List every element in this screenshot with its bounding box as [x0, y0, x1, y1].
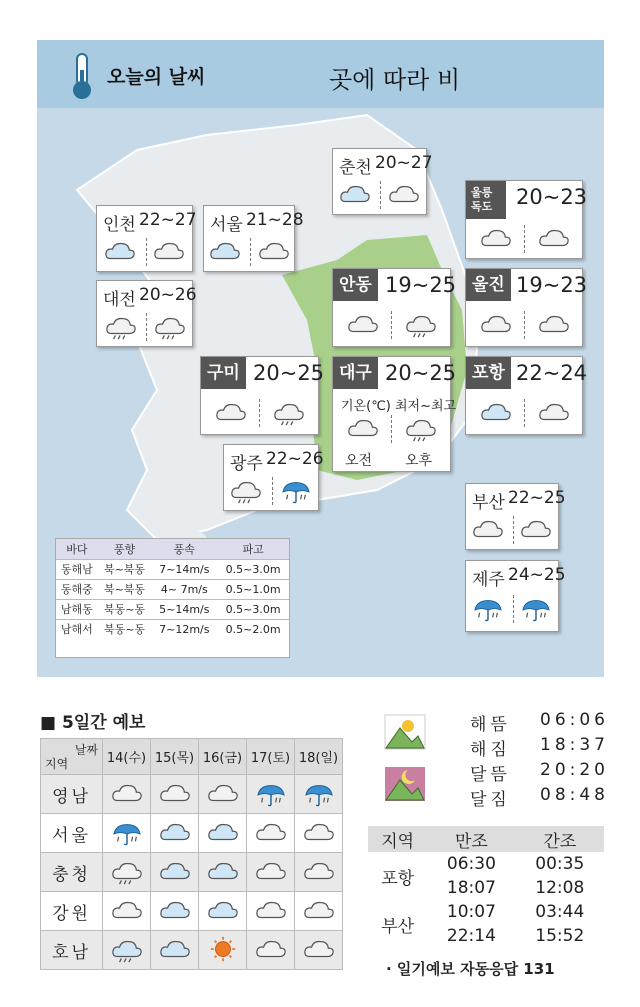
- cloudy-icon: [301, 936, 337, 964]
- city-name: 인천: [103, 215, 136, 235]
- footer-note: · 일기예보 자동응답 131: [386, 960, 555, 978]
- city-box-daejeon: [96, 280, 197, 347]
- legend-am: 오전: [345, 453, 373, 469]
- cloudy-icon: [253, 897, 289, 925]
- tide-low: 00:35: [535, 854, 585, 874]
- city-box-pohang: [465, 356, 588, 435]
- sunset-label: 해짐: [470, 740, 511, 760]
- sea-header: 풍향: [98, 539, 152, 559]
- sea-row: [56, 559, 289, 579]
- tide-row: [368, 852, 604, 876]
- sunset-time: 18:37: [540, 735, 609, 755]
- tide-region: 부산: [381, 916, 415, 937]
- shower-icon: [278, 477, 314, 505]
- cloudy-icon: [151, 238, 187, 266]
- day-header: 16(금): [199, 739, 247, 775]
- forecast-row: [41, 775, 343, 814]
- city-box-ulleung: [465, 180, 588, 259]
- five-day-forecast-table: [40, 738, 343, 970]
- city-tag: 대구: [333, 357, 378, 389]
- partly-cloudy-icon: [205, 897, 241, 925]
- city-range: 22~24: [516, 361, 588, 385]
- city-name: 부산: [472, 493, 505, 513]
- city-box-incheon: [96, 205, 197, 272]
- cloudy-icon: [253, 858, 289, 886]
- region-name: 서울: [41, 814, 103, 853]
- legend-pm: 오후: [405, 453, 433, 469]
- city-range: 22~26: [266, 449, 324, 469]
- sea-header: 풍속: [151, 539, 217, 559]
- rain-icon: [228, 477, 264, 505]
- legend-temp: 기온(℃) 최저~최고: [341, 399, 457, 414]
- shower-icon: [518, 595, 554, 623]
- forecast-row: [41, 853, 343, 892]
- cloudy-icon: [301, 858, 337, 886]
- sea-cell: 7~14m/s: [151, 559, 217, 579]
- region-name: 호남: [41, 931, 103, 970]
- sea-cell: 7~12m/s: [151, 619, 217, 639]
- sea-cell: 남해동: [56, 599, 98, 619]
- city-range: 19~23: [516, 273, 588, 297]
- city-range: 22~25: [508, 488, 566, 508]
- cloudy-icon: [253, 819, 289, 847]
- cloudy-icon: [109, 897, 145, 925]
- city-box-gumi: [200, 356, 325, 435]
- map-header: [37, 40, 604, 108]
- city-box-daegu: [332, 356, 457, 472]
- partly-cloudy-icon: [157, 936, 193, 964]
- city-range: 24~25: [508, 565, 566, 585]
- sea-row: [56, 579, 289, 599]
- city-range: 20~25: [385, 361, 457, 385]
- partly-cloudy-icon: [157, 819, 193, 847]
- sea-cell: 북~북동: [98, 559, 152, 579]
- city-range: 20~26: [139, 285, 197, 305]
- rain-icon: [403, 415, 439, 443]
- partly-cloudy-icon: [157, 858, 193, 886]
- cloudy-icon: [345, 311, 381, 339]
- tide-low: 12:08: [535, 878, 585, 898]
- city-range: 22~27: [139, 210, 197, 230]
- sea-row: [56, 599, 289, 619]
- tide-table: [368, 826, 604, 948]
- region-name: 강원: [41, 892, 103, 931]
- city-tag: 구미: [201, 357, 246, 389]
- cloudy-icon: [386, 181, 422, 209]
- city-range: 20~25: [253, 361, 325, 385]
- sea-forecast-table: [55, 538, 290, 658]
- partly-cloudy-icon: [157, 897, 193, 925]
- moonrise-icon: [384, 766, 426, 802]
- cloudy-icon: [157, 780, 193, 808]
- corner-top: 날짜: [74, 743, 98, 757]
- cloudy-icon: [478, 225, 514, 253]
- rain-icon: [109, 858, 145, 886]
- cloudy-icon: [536, 225, 572, 253]
- shower-icon: [109, 819, 145, 847]
- day-header: 14(수): [103, 739, 151, 775]
- tide-region: 포항: [381, 868, 415, 889]
- city-range: 21~28: [246, 210, 304, 230]
- city-tag: 울진: [466, 269, 511, 301]
- city-name: 춘천: [339, 158, 372, 178]
- corner-cell: [41, 739, 103, 775]
- forecast-row: [41, 814, 343, 853]
- city-range: 20~23: [516, 185, 588, 209]
- thermometer-icon: [67, 52, 97, 100]
- city-box-gwangju: [223, 444, 324, 511]
- cloudy-icon: [253, 936, 289, 964]
- shower-icon: [253, 780, 289, 808]
- tide-high: 06:30: [446, 854, 496, 874]
- cloudy-icon: [213, 399, 249, 427]
- tide-low: 03:44: [535, 902, 585, 922]
- sea-cell: 동해중: [56, 579, 98, 599]
- rain-icon: [103, 313, 139, 341]
- cloudy-icon: [518, 516, 554, 544]
- city-name: 대전: [103, 290, 136, 310]
- cloudy-icon: [256, 238, 292, 266]
- rain-icon: [271, 399, 307, 427]
- partly-rain-icon: [109, 936, 145, 964]
- sea-cell: 5~14m/s: [151, 599, 217, 619]
- moonrise-time: 20:20: [540, 760, 609, 780]
- city-tag: 안동: [333, 269, 378, 301]
- header-headline: 곳에 따라 비: [329, 66, 461, 94]
- moonset-time: 08:48: [540, 785, 609, 805]
- shower-icon: [301, 780, 337, 808]
- tide-low: 15:52: [535, 926, 585, 946]
- city-tag: 포항: [466, 357, 511, 389]
- partly-cloudy-icon: [205, 858, 241, 886]
- city-box-chuncheon: [332, 148, 433, 215]
- city-name: 서울: [210, 215, 243, 235]
- city-name: 광주: [230, 454, 263, 474]
- city-box-andong: [332, 268, 457, 347]
- sea-cell: 북동~동: [98, 619, 152, 639]
- cloudy-icon: [109, 780, 145, 808]
- corner-bottom: 지역: [45, 757, 69, 771]
- tide-high: 10:07: [446, 902, 496, 922]
- sea-header: 바다: [56, 539, 98, 559]
- header-label: 오늘의 날씨: [107, 66, 206, 88]
- sunrise-icon: [384, 714, 426, 750]
- tide-header: 간조: [516, 826, 604, 852]
- cloudy-icon: [470, 516, 506, 544]
- city-box-jeju: [465, 560, 566, 632]
- sunrise-time: 06:06: [540, 710, 609, 730]
- city-range: 19~25: [385, 273, 457, 297]
- sea-cell: 0.5~2.0m: [217, 619, 289, 639]
- shower-icon: [470, 595, 506, 623]
- sunrise-label: 해뜸: [470, 715, 511, 735]
- cloudy-icon: [205, 780, 241, 808]
- moonset-label: 달짐: [470, 790, 511, 810]
- sea-cell: 4~ 7m/s: [151, 579, 217, 599]
- rain-icon: [152, 313, 188, 341]
- city-range: 20~27: [375, 153, 433, 173]
- sea-cell: 북동~동: [98, 599, 152, 619]
- partly-cloudy-icon: [337, 181, 373, 209]
- rain-icon: [403, 311, 439, 339]
- cloudy-icon: [536, 311, 572, 339]
- day-header: 18(일): [295, 739, 343, 775]
- tide-high: 22:14: [446, 926, 496, 946]
- cloudy-icon: [536, 399, 572, 427]
- sea-cell: 동해남: [56, 559, 98, 579]
- city-box-seoul: [203, 205, 304, 272]
- partly-cloudy-icon: [478, 399, 514, 427]
- region-name: 영남: [41, 775, 103, 814]
- city-tag: 울릉 독도: [466, 181, 506, 219]
- sea-header: 파고: [217, 539, 289, 559]
- day-header: 17(토): [247, 739, 295, 775]
- city-name: 제주: [472, 570, 505, 590]
- city-box-uljin: [465, 268, 588, 347]
- weather-map: [37, 40, 604, 677]
- forecast-title: ■ 5일간 예보: [40, 713, 146, 733]
- region-name: 충청: [41, 853, 103, 892]
- sea-cell: 0.5~1.0m: [217, 579, 289, 599]
- sea-row: [56, 619, 289, 639]
- forecast-row: [41, 931, 343, 970]
- cloudy-icon: [478, 311, 514, 339]
- cloudy-icon: [301, 819, 337, 847]
- forecast-row: [41, 892, 343, 931]
- sea-cell: 0.5~3.0m: [217, 599, 289, 619]
- partly-cloudy-icon: [102, 238, 138, 266]
- sea-cell: 북~북동: [98, 579, 152, 599]
- tide-header: 만조: [427, 826, 515, 852]
- partly-cloudy-icon: [207, 238, 243, 266]
- tide-row: [368, 900, 604, 924]
- partly-cloudy-icon: [205, 819, 241, 847]
- cloudy-icon: [301, 897, 337, 925]
- tide-high: 18:07: [446, 878, 496, 898]
- sea-cell: 0.5~3.0m: [217, 559, 289, 579]
- city-box-busan: [465, 483, 566, 550]
- moonrise-label: 달뜸: [470, 765, 511, 785]
- tide-header: 지역: [368, 826, 427, 852]
- cloudy-icon: [345, 415, 381, 443]
- sea-cell: 남해서: [56, 619, 98, 639]
- day-header: 15(목): [151, 739, 199, 775]
- sunny-icon: [205, 936, 241, 964]
